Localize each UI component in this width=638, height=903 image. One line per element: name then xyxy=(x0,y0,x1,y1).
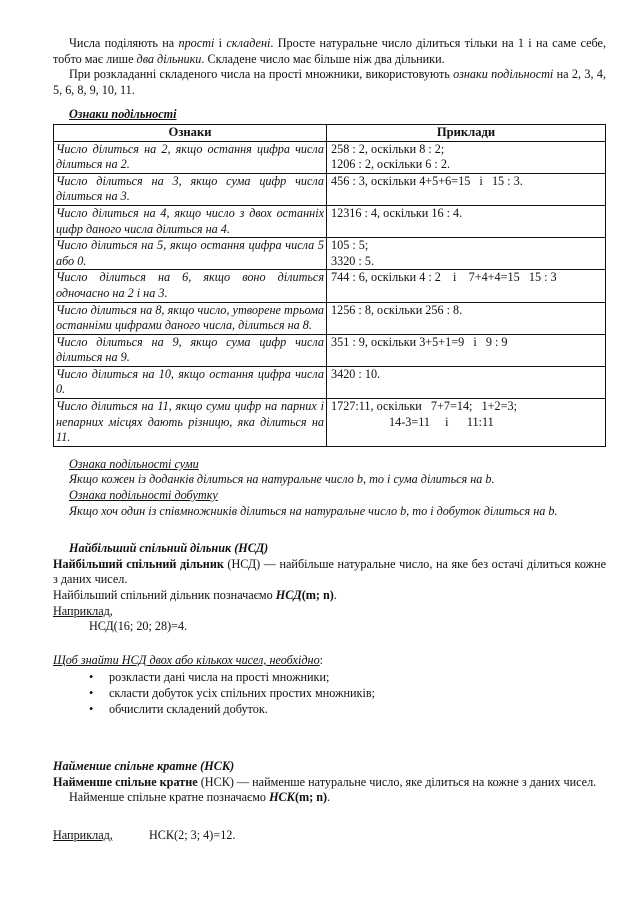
text: (m; n) xyxy=(301,588,334,602)
text: . xyxy=(327,790,331,805)
table-row xyxy=(54,173,606,205)
table-row xyxy=(54,399,606,447)
lcm-notation xyxy=(53,790,606,806)
text: При розкладанні складеного числа на прості множники, використовують xyxy=(69,67,454,82)
sign-cell: Число ділиться на 8, якщо число, утворене трьома останніми цифрами даного числа, ділиться на 8. xyxy=(54,302,327,334)
column-header-signs: Ознаки xyxy=(54,124,327,141)
term-divisibility-signs: ознаки подільності xyxy=(453,67,554,82)
example-cell xyxy=(327,238,606,270)
step-text: обчислити складений добуток. xyxy=(109,701,268,716)
example-line: 1206 : 2, оскільки 6 : 2. xyxy=(331,157,451,172)
text: (НСК) — найменше натуральне число, яке ділиться на кожне з даних чисел. xyxy=(197,774,597,789)
table-row xyxy=(54,141,606,173)
how-title: Щоб знайти НСД двох або кількох чисел, необхідно xyxy=(53,652,320,667)
bullet-icon: • xyxy=(89,701,94,716)
example-line: 12316 : 4, оскільки 16 : 4. xyxy=(331,205,463,220)
example-line: 1727:11, оскільки 7+7=14; 1+2=3; xyxy=(331,399,517,414)
text: Числа поділяють на xyxy=(69,36,179,50)
example-line: 3320 : 5. xyxy=(331,253,374,268)
list-item xyxy=(89,670,606,686)
bullet-icon: • xyxy=(89,670,94,685)
example-line: 1256 : 8, оскільки 256 : 8. xyxy=(331,302,463,317)
list-item xyxy=(89,702,606,718)
example-line: 258 : 2, оскільки 8 : 2; xyxy=(331,141,445,156)
bullet-icon: • xyxy=(89,685,94,700)
intro-paragraph-2 xyxy=(53,67,606,98)
text: (НСД) — найбільше натуральне число, на яке без остачі ділиться кожне з даних чисел. xyxy=(53,556,606,587)
text: Найменше спільне кратне позначаємо xyxy=(69,790,270,805)
lcm-example xyxy=(53,828,606,844)
table-row xyxy=(54,334,606,366)
sign-cell: Число ділиться на 10, якщо остання цифра числа 0. xyxy=(54,366,327,398)
example-line: 105 : 5; xyxy=(331,238,369,253)
example-line: 456 : 3, оскільки 4+5+6=15 і 15 : 3. xyxy=(331,173,523,188)
step-text: розкласти дані числа на прості множники; xyxy=(109,670,330,685)
sum-property-text: Якщо кожен із доданків ділиться на натуральне число b, то і сума ділиться на b. xyxy=(69,472,495,487)
lcm-example-label: Наприклад, xyxy=(53,827,113,842)
sign-cell: Число ділиться на 6, якщо воно ділиться одночасно на 2 і на 3. xyxy=(54,270,327,302)
term-composite: складені xyxy=(226,36,271,50)
divisibility-table xyxy=(53,124,606,447)
text: : xyxy=(319,652,324,667)
text: Найбільший спільний дільник позначаємо xyxy=(53,588,276,602)
list-item xyxy=(89,686,606,702)
gcd-example: НСД(16; 20; 28)=4. xyxy=(89,619,188,634)
example-cell xyxy=(327,334,606,366)
sign-cell: Число ділиться на 3, якщо сума цифр числа ділиться на 3. xyxy=(54,173,327,205)
sign-cell: Число ділиться на 11, якщо суми цифр на парних і непарних місцях дають різницю, яка ділиться на 11. xyxy=(54,399,327,447)
table-title: Ознаки подільності xyxy=(69,107,177,122)
text: . Просте натуральне число ділиться тільки на 1 і на саме себе, тобто має лише xyxy=(53,36,607,66)
document-page xyxy=(53,36,606,844)
gcd-steps-list xyxy=(53,670,606,717)
product-property-text: Якщо хоч один із співмножників ділиться на натуральне число b, то і добуток ділиться на b. xyxy=(69,503,558,518)
example-line: 3420 : 10. xyxy=(331,366,381,381)
term-prime: прості xyxy=(178,36,215,50)
gcd-definition xyxy=(53,557,606,588)
sign-cell: Число ділиться на 5, якщо остання цифра числа 5 або 0. xyxy=(54,238,327,270)
example-cell xyxy=(327,173,606,205)
lcm-term: Найменше спільне кратне xyxy=(53,774,198,789)
product-property-title: Ознака подільності добутку xyxy=(69,488,218,503)
example-cell xyxy=(327,399,606,447)
table-header-row xyxy=(54,124,606,141)
sign-cell: Число ділиться на 4, якщо число з двох останніх цифр даного числа ділиться на 4. xyxy=(54,205,327,237)
table-row xyxy=(54,366,606,398)
table-row xyxy=(54,302,606,334)
term-two-divisors: два дільники xyxy=(136,51,202,66)
gcd-example-label: Наприклад, xyxy=(53,603,113,618)
column-header-examples: Приклади xyxy=(327,124,606,141)
lcm-example-value: НСК(2; 3; 4)=12. xyxy=(149,827,236,842)
text: . Складене число має більше ніж два дільники. xyxy=(201,51,445,66)
text: і xyxy=(214,36,227,50)
example-cell xyxy=(327,302,606,334)
gcd-term: Найбільший спільний дільник xyxy=(53,556,224,571)
gcd-how-to xyxy=(53,653,606,669)
example-line: 14-3=11 і 11:11 xyxy=(389,414,494,429)
sum-property-title: Ознака подільності суми xyxy=(69,456,199,471)
divisibility-properties xyxy=(53,457,606,519)
gcd-symbol: НСД xyxy=(275,588,302,602)
text: . xyxy=(333,588,337,602)
gcd-notation xyxy=(53,588,606,604)
table-row xyxy=(54,205,606,237)
lcm-definition xyxy=(53,775,606,791)
example-cell xyxy=(327,205,606,237)
example-cell xyxy=(327,270,606,302)
lcm-symbol: НСК xyxy=(269,790,295,805)
text: на 2, 3, 4, 5, 6, 8, 9, 10, 11. xyxy=(53,67,606,97)
example-cell xyxy=(327,141,606,173)
gcd-section-title: Найбільший спільний дільник (НСД) xyxy=(69,541,269,556)
sign-cell: Число ділиться на 2, якщо остання цифра числа ділиться на 2. xyxy=(54,141,327,173)
table-row xyxy=(54,270,606,302)
text: (m; n) xyxy=(294,790,328,805)
example-cell xyxy=(327,366,606,398)
table-row xyxy=(54,238,606,270)
example-line: 351 : 9, оскільки 3+5+1=9 і 9 : 9 xyxy=(331,334,508,349)
sign-cell: Число ділиться на 9, якщо сума цифр числа ділиться на 9. xyxy=(54,334,327,366)
lcm-section-title: Найменше спільне кратне (НСК) xyxy=(53,759,235,774)
step-text: скласти добуток усіх спільних простих множників; xyxy=(109,685,375,700)
example-line: 744 : 6, оскільки 4 : 2 і 7+4+4=15 15 : 3 xyxy=(331,270,557,285)
intro-paragraph-1 xyxy=(53,36,606,67)
